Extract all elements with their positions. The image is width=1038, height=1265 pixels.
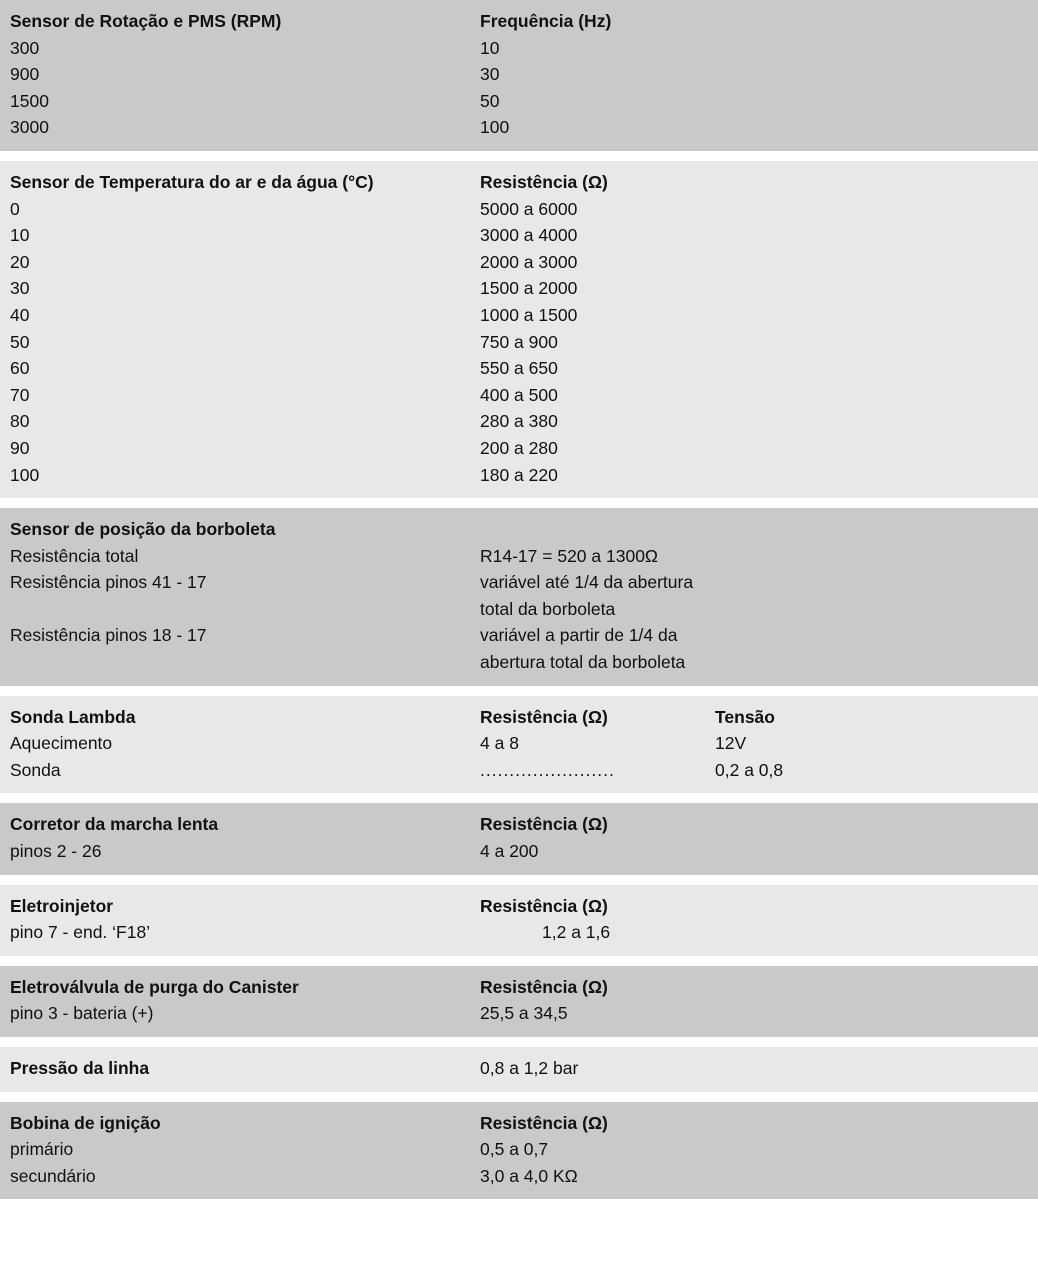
row-label: 90 bbox=[10, 437, 30, 458]
row-label: 0 bbox=[10, 198, 20, 219]
row-value: 400 a 500 bbox=[480, 384, 558, 405]
section-eletrovalvula-purga-canister bbox=[0, 966, 1038, 1037]
row-value: 1,2 a 1,6 bbox=[542, 922, 611, 943]
row-label: Resistência total bbox=[10, 545, 139, 566]
row-value: 180 a 220 bbox=[480, 464, 558, 485]
row-value: 2000 a 3000 bbox=[480, 251, 578, 272]
table-row bbox=[0, 114, 1038, 141]
row-label: 10 bbox=[10, 225, 30, 246]
row-label: 60 bbox=[10, 358, 30, 379]
row-label: pinos 2 - 26 bbox=[10, 841, 102, 862]
row-label: pino 7 - end. ‘F18’ bbox=[10, 922, 151, 943]
row-value: 10 bbox=[480, 37, 500, 58]
section-unit-label: Resistência (Ω) bbox=[480, 814, 608, 835]
row-label: 100 bbox=[10, 464, 40, 485]
section-pressao-da-linha bbox=[0, 1047, 1038, 1092]
row-value: 1500 a 2000 bbox=[480, 278, 578, 299]
table-row bbox=[0, 275, 1038, 302]
row-label: 70 bbox=[10, 384, 30, 405]
section-title: Pressão da linha bbox=[10, 1058, 150, 1078]
row-label: Resistência pinos 18 - 17 bbox=[10, 625, 207, 646]
table-row bbox=[0, 543, 1038, 570]
section-divider bbox=[0, 793, 1038, 803]
table-row bbox=[0, 222, 1038, 249]
table-row bbox=[0, 302, 1038, 329]
row-value: 0,5 a 0,7 bbox=[480, 1139, 549, 1160]
section-rotacao-pms bbox=[0, 0, 1038, 151]
row-value: 550 a 650 bbox=[480, 358, 558, 379]
table-row bbox=[0, 1000, 1038, 1027]
section-unit-label: Resistência (Ω) bbox=[480, 706, 608, 727]
row-value: 25,5 a 34,5 bbox=[480, 1003, 568, 1024]
table-row bbox=[0, 838, 1038, 865]
section-header-row bbox=[0, 704, 1038, 731]
row-value: ....................... bbox=[480, 759, 615, 780]
table-row bbox=[0, 355, 1038, 382]
section-temperatura-ar-agua bbox=[0, 161, 1038, 498]
row-label: 30 bbox=[10, 278, 30, 299]
row-value: variável até 1/4 da abertura total da borboleta bbox=[480, 572, 694, 619]
table-row bbox=[0, 61, 1038, 88]
row-value: 1000 a 1500 bbox=[480, 304, 578, 325]
section-header-row bbox=[0, 516, 1038, 543]
table-row bbox=[0, 329, 1038, 356]
section-divider bbox=[0, 498, 1038, 508]
table-row bbox=[0, 569, 1038, 622]
row-value: 5000 a 6000 bbox=[480, 198, 578, 219]
section-header-row bbox=[0, 893, 1038, 920]
section-unit-label: Resistência (Ω) bbox=[480, 1112, 608, 1133]
section-title: Sensor de Rotação e PMS (RPM) bbox=[10, 11, 282, 31]
section-divider bbox=[0, 686, 1038, 696]
row-label: 900 bbox=[10, 64, 40, 85]
section-sonda-lambda bbox=[0, 696, 1038, 794]
table-row bbox=[0, 249, 1038, 276]
row-value: 280 a 380 bbox=[480, 411, 558, 432]
section-unit-label: Resistência (Ω) bbox=[480, 895, 608, 916]
table-row bbox=[0, 35, 1038, 62]
table-row bbox=[0, 1163, 1038, 1190]
row-label: 80 bbox=[10, 411, 30, 432]
row-label: 40 bbox=[10, 304, 30, 325]
table-row bbox=[0, 408, 1038, 435]
section-unit-label: Frequência (Hz) bbox=[480, 11, 612, 31]
section-title: Sensor de Temperatura do ar e da água (°C) bbox=[10, 171, 374, 192]
row-value: 100 bbox=[480, 117, 510, 138]
section-header-row bbox=[0, 169, 1038, 196]
row-label: Sonda bbox=[10, 759, 61, 780]
section-header-row bbox=[0, 811, 1038, 838]
table-row bbox=[0, 730, 1038, 757]
table-row bbox=[0, 196, 1038, 223]
row-label: 3000 bbox=[10, 117, 49, 138]
row-value: 4 a 200 bbox=[480, 841, 539, 862]
section-unit-label: 0,8 a 1,2 bar bbox=[480, 1058, 579, 1078]
section-title: Corretor da marcha lenta bbox=[10, 814, 219, 835]
section-divider bbox=[0, 151, 1038, 161]
section-divider bbox=[0, 875, 1038, 885]
section-title: Sonda Lambda bbox=[10, 706, 136, 727]
row-value2: 12V bbox=[715, 733, 747, 754]
row-label: 50 bbox=[10, 331, 30, 352]
section-divider bbox=[0, 956, 1038, 966]
section-divider bbox=[0, 1037, 1038, 1047]
table-row bbox=[0, 382, 1038, 409]
section-header-row bbox=[0, 1055, 1038, 1082]
table-row bbox=[0, 88, 1038, 115]
section-title: Bobina de ignição bbox=[10, 1112, 161, 1133]
row-label: 300 bbox=[10, 37, 40, 58]
section-header-row bbox=[0, 1110, 1038, 1137]
section-unit-label: Resistência (Ω) bbox=[480, 171, 608, 192]
table-row bbox=[0, 435, 1038, 462]
row-value: 200 a 280 bbox=[480, 437, 558, 458]
section-header-row bbox=[0, 8, 1038, 35]
row-label: 20 bbox=[10, 251, 30, 272]
section-bobina-de-ignicao bbox=[0, 1102, 1038, 1200]
section-title: Eletroválvula de purga do Canister bbox=[10, 976, 299, 997]
row-value: 3000 a 4000 bbox=[480, 225, 578, 246]
table-row bbox=[0, 919, 1038, 946]
row-label: pino 3 - bateria (+) bbox=[10, 1003, 154, 1024]
row-value: 30 bbox=[480, 64, 500, 85]
section-title: Eletroinjetor bbox=[10, 895, 114, 916]
row-value2: 0,2 a 0,8 bbox=[715, 759, 784, 780]
row-value: R14-17 = 520 a 1300Ω bbox=[480, 545, 659, 566]
row-value: variável a partir de 1/4 da abertura total da borboleta bbox=[480, 625, 686, 673]
section-header-row bbox=[0, 974, 1038, 1001]
row-value: 4 a 8 bbox=[480, 733, 519, 754]
section-unit-label: Resistência (Ω) bbox=[480, 976, 608, 997]
table-row bbox=[0, 1136, 1038, 1163]
section-eletroinjetor bbox=[0, 885, 1038, 956]
row-label: Resistência pinos 41 - 17 bbox=[10, 572, 207, 593]
table-row bbox=[0, 622, 1038, 675]
table-row bbox=[0, 462, 1038, 489]
section-posicao-borboleta bbox=[0, 508, 1038, 686]
row-label: secundário bbox=[10, 1165, 96, 1186]
row-label: Aquecimento bbox=[10, 733, 113, 754]
row-value: 3,0 a 4,0 KΩ bbox=[480, 1165, 578, 1186]
row-label: primário bbox=[10, 1139, 74, 1160]
row-label: 1500 bbox=[10, 90, 49, 111]
row-value: 50 bbox=[480, 90, 500, 111]
section-unit2-label: Tensão bbox=[715, 706, 775, 727]
section-title: Sensor de posição da borboleta bbox=[10, 519, 276, 540]
table-row bbox=[0, 757, 1038, 784]
row-value: 750 a 900 bbox=[480, 331, 558, 352]
section-corretor-marcha-lenta bbox=[0, 803, 1038, 874]
section-divider bbox=[0, 1092, 1038, 1102]
